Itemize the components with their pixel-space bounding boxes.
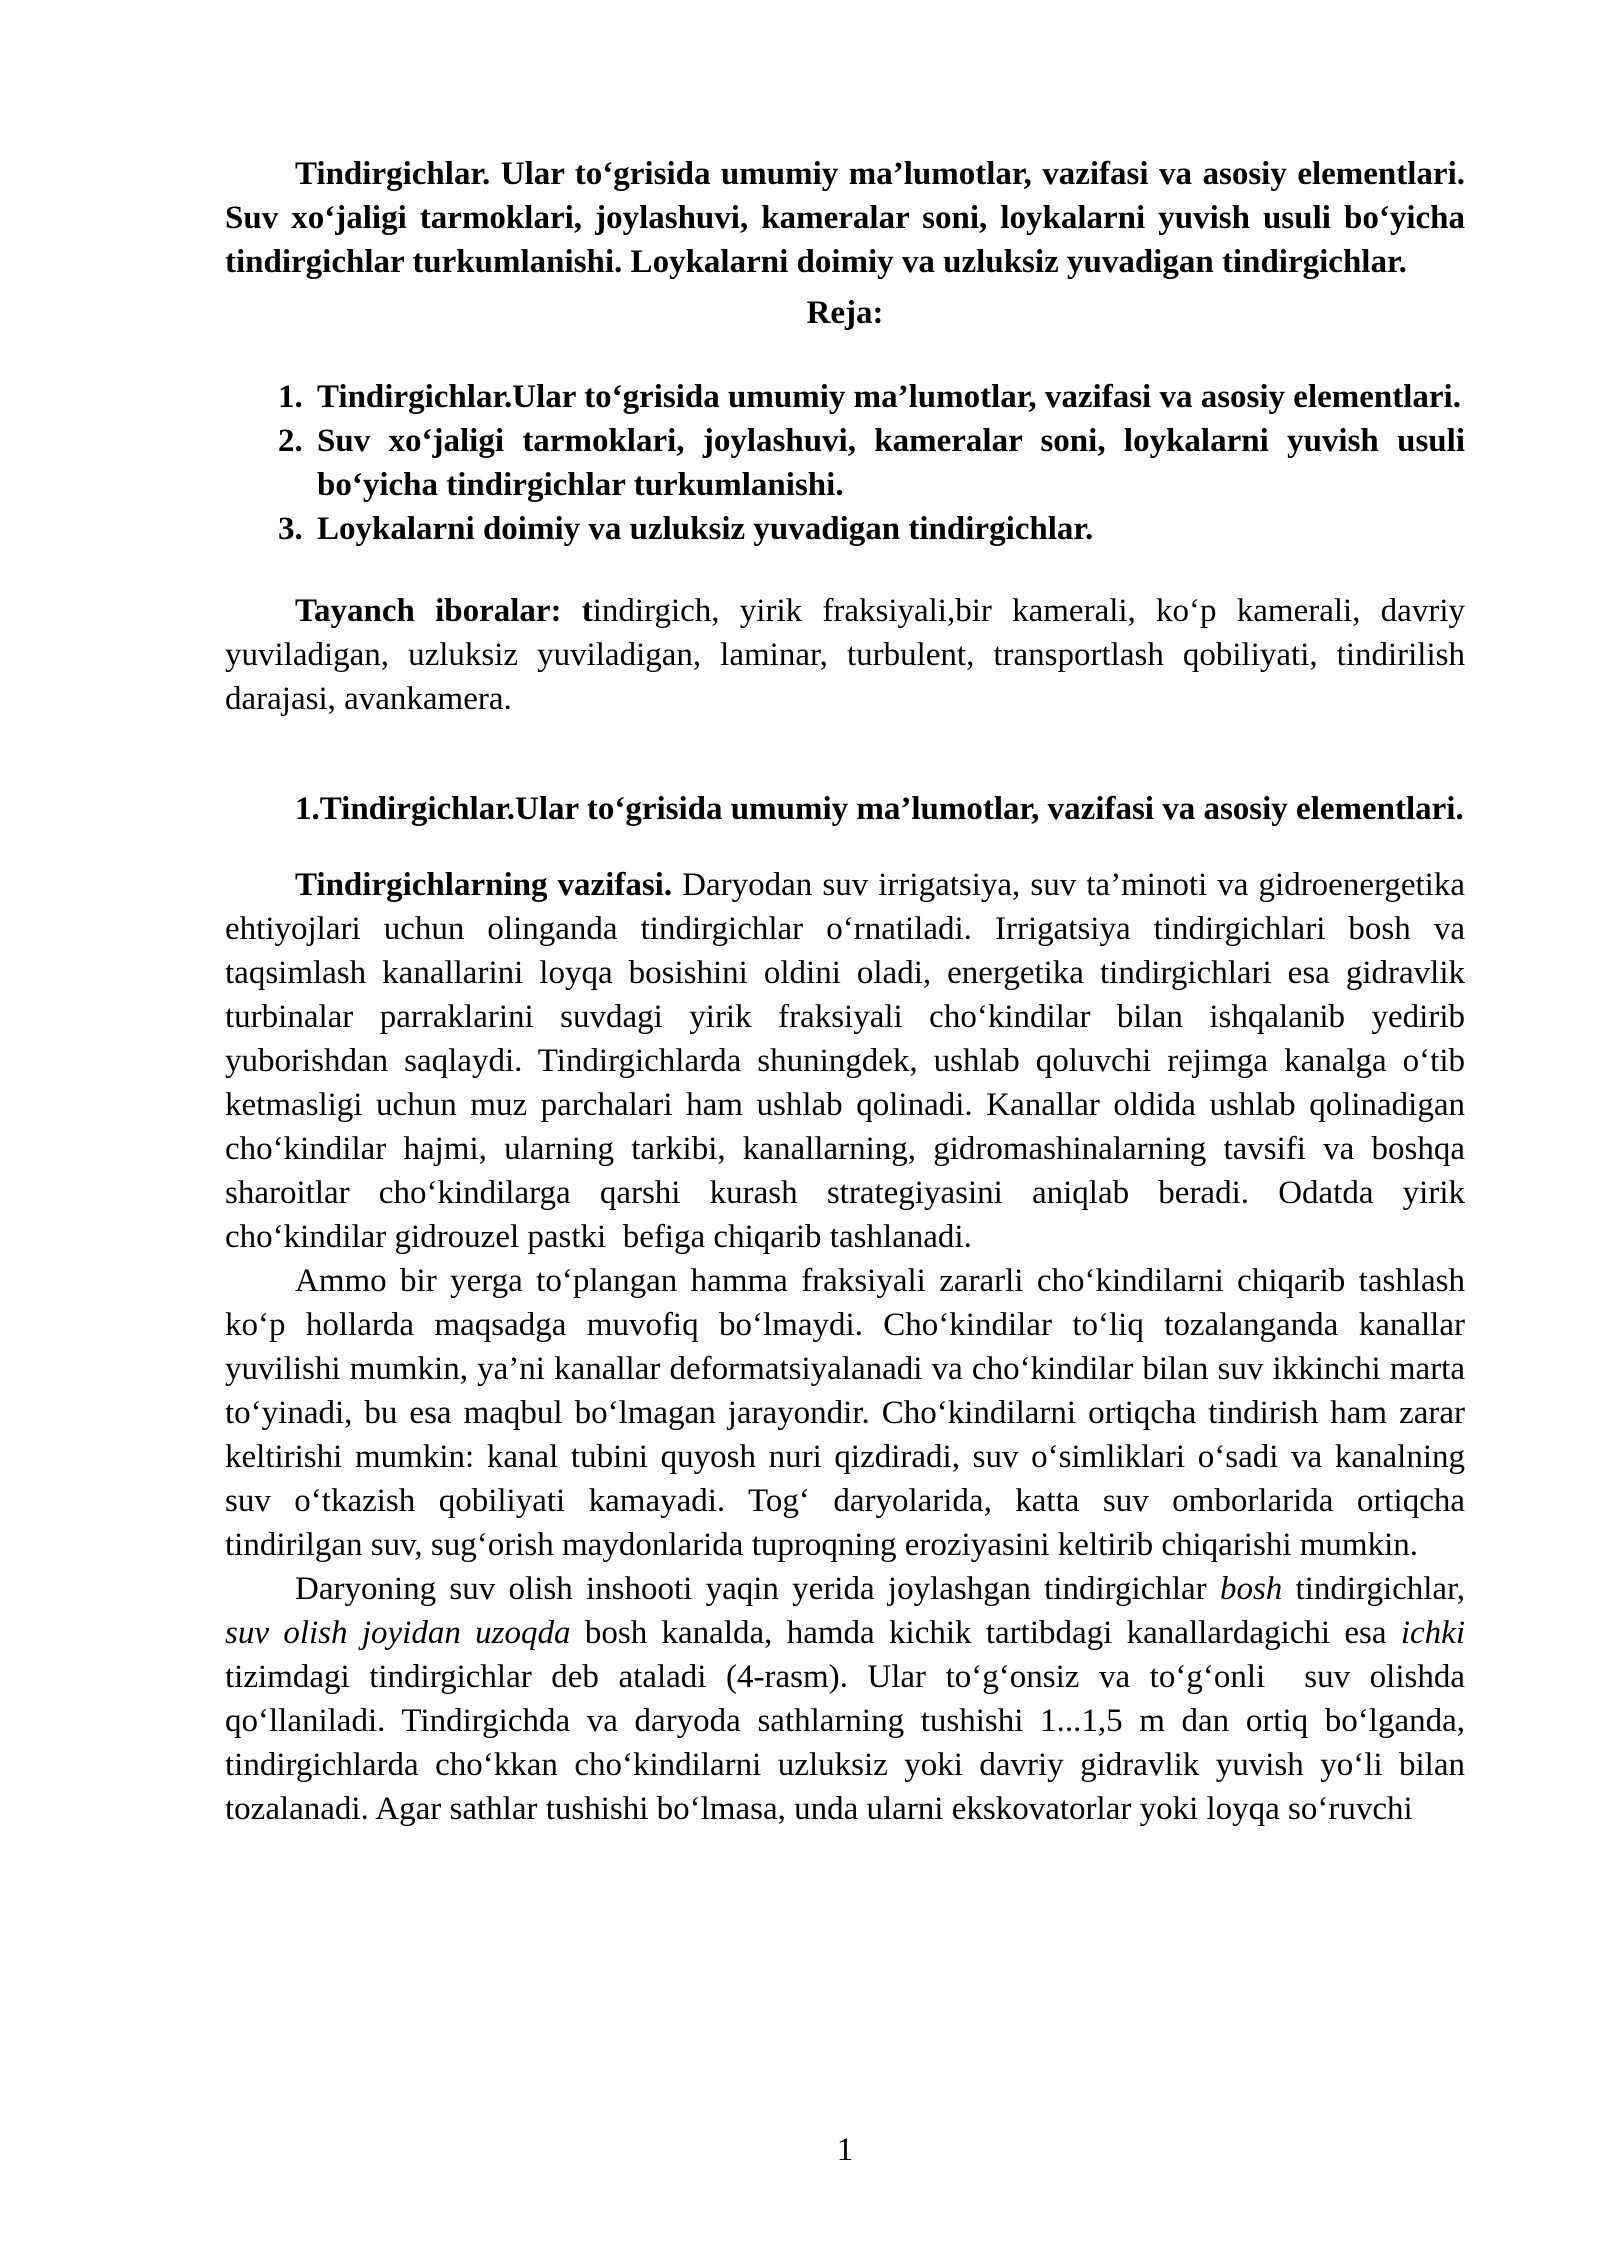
plan-item-1 [278,375,1465,419]
plan-title-text: Reja: [806,295,884,331]
plan-item-3-text: Loykalarni doimiy va uzluksiz yuvadigan tindirgichlar. [317,511,1094,547]
body-paragraph-2: Ammo bir yerga to‘plangan hamma fraksiyali zararli cho‘kindilarni chiqarib tashlash ko‘p hollarda maqsadga muvofiq bo‘lmaydi. Cho‘kindilar to‘liq tozalanganda kanallar yuvilishi mumkin, ya’ni kanallar deformatsiyalanadi va cho‘kindilar bilan suv ikkinchi marta to‘yinadi, bu esa maqbul bo‘lmagan jarayondir. Cho‘kindilarni ortiqcha tindirish ham zarar keltirishi mumkin: kanal tubini quyosh nuri qizdiradi, suv o‘simliklari o‘sadi va kanalning suv o‘tkazish qobiliyati kamayadi. Tog‘ daryolarida, katta suv omborlarida ortiqcha tindirilgan suv, sug‘orish maydonlarida tuproqning eroziyasini keltirib chiqarishi mumkin. [225,1263,1465,1563]
keywords-paragraph: Tayanch iboralar: tindirgich, yirik fraksiyali,bir kamerali, ko‘p kamerali, davriy yuviladigan, uzluksiz yuviladigan, laminar, turbulent, transportlash qobiliyati, tindirilish darajasi, avankamera. [225,593,1465,717]
plan-list [225,375,1465,551]
plan-item-3-marker: 3. [278,511,303,547]
plan-item-2 [278,419,1465,507]
plan-item-3 [278,507,1465,551]
intro-paragraph: Tindirgichlar. Ular to‘grisida umumiy ma’lumotlar, vazifasi va asosiy elementlari. Suv xo‘jaligi tarmoklari, joylashuvi, kameralar soni, loykalarni yuvish usuli bo‘yicha tindirgichlar turkumlanishi. Loykalarni doimiy va uzluksiz yuvadigan tindirgichlar. [225,156,1465,280]
document-content [225,152,1465,1831]
page-number: 1 [836,2132,854,2168]
section-heading: 1.Tindirgichlar.Ular to‘grisida umumiy ma’lumotlar, vazifasi va asosiy elementlari. [295,791,1464,827]
body-paragraph-3: Daryoning suv olish inshooti yaqin yerida joylashgan tindirgichlar bosh tindirgichlar, suv olish joyidan uzoqda bosh kanalda, hamda kichik tartibdagi kanallardagichi esa ichki tizimdagi tindirgichlar deb ataladi (4-rasm). Ular to‘g‘onsiz va to‘g‘onli suv olishda qo‘llaniladi. Tindirgichda va daryoda sathlarning tushishi 1...1,5 m dan ortiq bo‘lganda, tindirgichlarda cho‘kkan cho‘kindilarni uzluksiz yoki davriy gidravlik yuvish yo‘li bilan tozalanadi. Agar sathlar tushishi bo‘lmasa, unda ularni ekskovatorlar yoki loyqa so‘ruvchi [225,1571,1465,1827]
plan-item-1-marker: 1. [278,379,303,415]
plan-item-2-marker: 2. [278,423,303,459]
plan-item-2-text: Suv xo‘jaligi tarmoklari, joylashuvi, kameralar soni, loykalarni yuvish usuli bo‘yicha tindirgichlar turkumlanishi. [317,423,1465,503]
plan-item-1-text: Tindirgichlar.Ular to‘grisida umumiy ma’lumotlar, vazifasi va asosiy elementlari. [317,379,1461,415]
body-paragraph-1: Tindirgichlarning vazifasi. Daryodan suv irrigatsiya, suv ta’minoti va gidroenergetika ehtiyojlari uchun olinganda tindirgichlar o‘rnatiladi. Irrigatsiya tindirgichlari bosh va taqsimlash kanallarini loyqa bosishini oldini oladi, energetika tindirgichlari esa gidravlik turbinalar parraklarini suvdagi yirik fraksiyali cho‘kindilar bilan ishqalanib yedirib yuborishdan saqlaydi. Tindirgichlarda shuningdek, ushlab qoluvchi rejimga kanalga o‘tib ketmasligi uchun muz parchalari ham ushlab qolinadi. Kanallar oldida ushlab qolinadigan cho‘kindilar hajmi, ularning tarkibi, kanallarning, gidromashinalarning tavsifi va boshqa sharoitlar cho‘kindilarga qarshi kurash strategiyasini aniqlab beradi. Odatda yirik cho‘kindilar gidrouzel pastki befiga chiqarib tashlanadi. [225,867,1465,1255]
plan-title [225,291,1465,335]
